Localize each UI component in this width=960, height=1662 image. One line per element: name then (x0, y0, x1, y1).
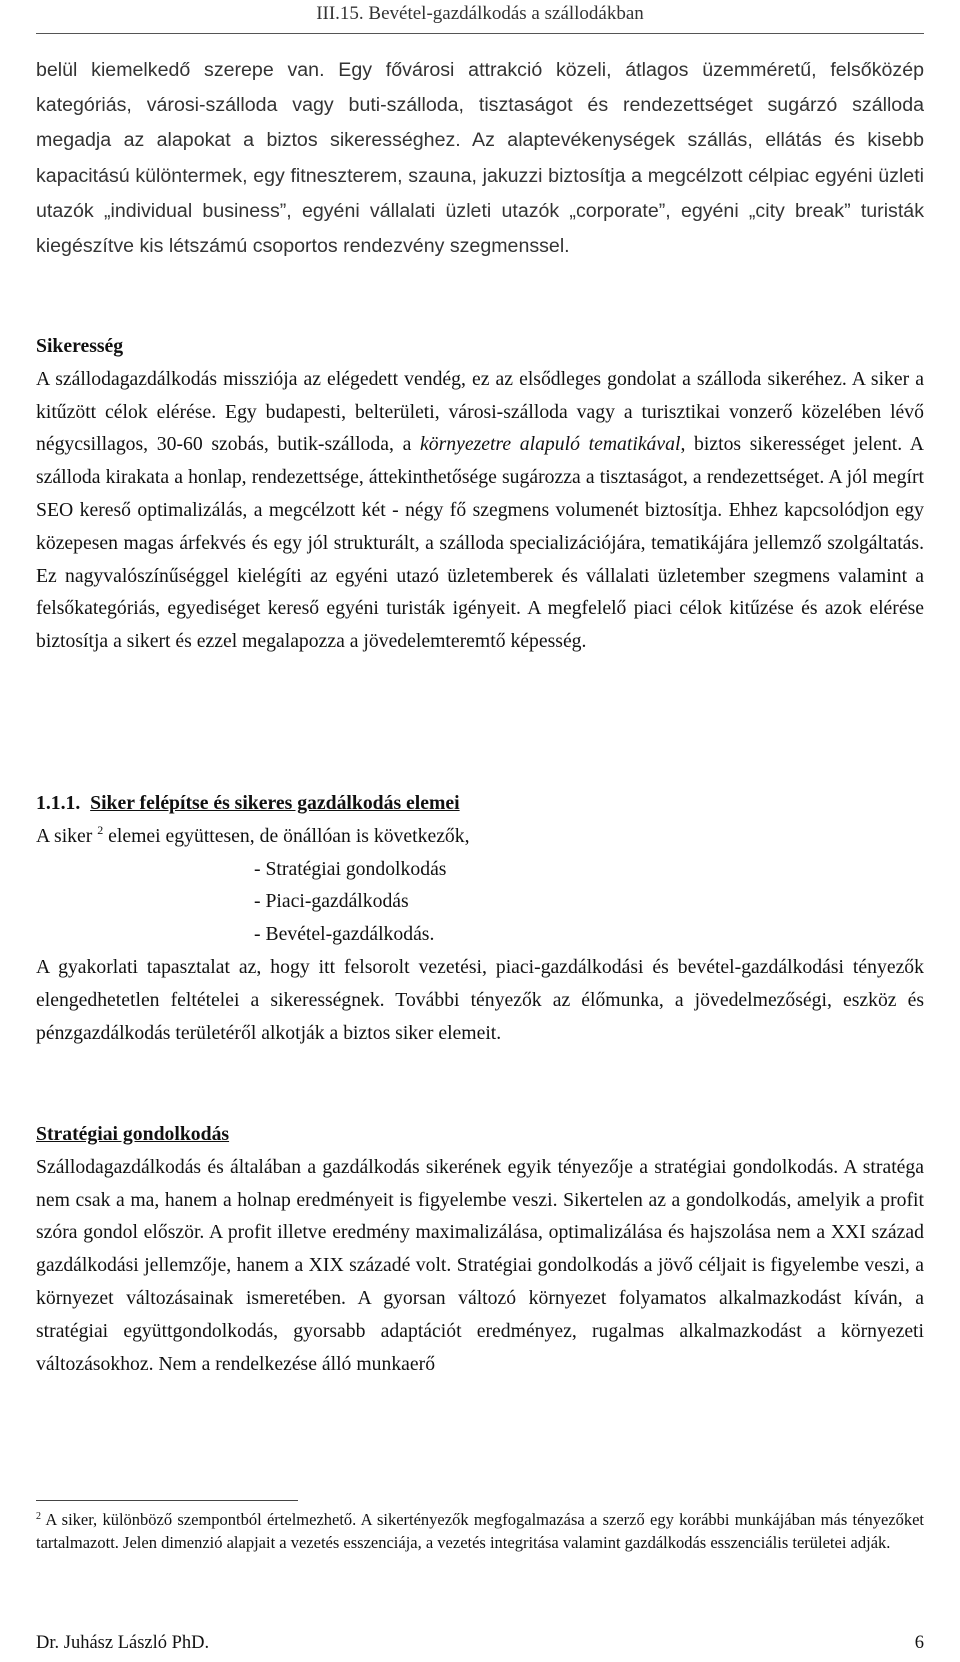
page-number: 6 (914, 1633, 924, 1653)
paragraph-sikeresseg (36, 363, 924, 658)
footnote-text: A siker, különböző szempontból értelmezhető. A sikertényezők megfogalmazása a szerző egy korábbi munkájában más tényezőket tartalmazott. Jelen dimenzió alapjait a vezetés esszenciája, a vezetés integritása valamint gazdálkodás esszenciális területei adják. (36, 1510, 924, 1552)
section-intro (36, 820, 924, 853)
intro-text-sans: belül kiemelkedő szerepe van. Egy fővárosi attrakció közeli, átlagos üzemméretű, felsőközép kategóriás, városi-szálloda vagy buti-szálloda, tisztaságot és rendezettséget sugárzó szálloda megadja az alapokat a biztos sikerességhez. (36, 59, 924, 152)
list-item: - Stratégiai gondolkodás (254, 857, 447, 880)
section-sikeresseg (36, 330, 924, 658)
section-number: 1.1.1. (36, 792, 81, 814)
list-item: - Piaci-gazdálkodás (254, 890, 409, 913)
section-intro-after: elemei együttesen, de önállóan is következők, (103, 824, 470, 847)
sikeresseg-italic: környezetre alapuló tematikával (420, 433, 681, 456)
section-1-1-1 (36, 787, 924, 1049)
page-footer (36, 1633, 924, 1654)
intro-paragraph (36, 53, 924, 264)
header-rule (36, 33, 924, 34)
footnote-ref[interactable]: 2 (97, 822, 104, 837)
heading-strategiai: Stratégiai gondolkodás (36, 1123, 230, 1145)
running-header: III.15. Bevétel-gazdálkodás a szállodákban (316, 3, 644, 24)
success-elements-list (36, 853, 924, 951)
list-item: - Bevétel-gazdálkodás. (254, 923, 435, 946)
paragraph-strategiai: Szállodagazdálkodás és általában a gazdálkodás sikerének egyik tényezője a stratégiai gondolkodás. A stratéga nem csak a ma, hanem a holnap eredményeit is figyelembe veszi. Sikertelen az a gondolkodás, amelyik a profit szóra gondol először. A profit illetve eredmény maximalizálása, optimalizálása és hajszolása nem a XXI század gazdálkodási jellemzője, hanem a XIX századé volt. Stratégiai gondolkodás a jövő céljait is figyelembe veszi, a környezet változásainak ismeretében. A gyorsan változó környezet folyamatos alkalmazkodást kíván, a stratégiai együttgondolkodás, gyorsabb adaptációt eredményez, rugalmas alkalmazkodást a környezeti változásokhoz. Nem a rendelkezése álló munkaerő (36, 1155, 924, 1375)
heading-sikeresseg: Sikeresség (36, 335, 124, 357)
intro-text-sans-2: Az alaptevékenységek szállás, ellátás és kisebb kapacitású különtermek, egy fitneszterem, szauna, jakuzzi biztosítja a megcélzott célpiac egyéni üzleti utazók „individual business”, egyéni vállalati üzleti utazók „corporate”, egyéni „city break” turisták kiegészítve kis létszámú csoportos rendezvény szegmenssel. (36, 129, 924, 258)
footnote (36, 1508, 924, 1554)
heading-1-1-1 (36, 787, 924, 820)
footer-author: Dr. Juhász László PhD. (36, 1633, 210, 1653)
sikeresseg-text-1: A szállodagazdálkodás missziója az elégedett vendég, ez az elsődleges gondolat a szálloda sikeréhez. A siker a kitűzött célok elérése. Egy budapesti, belterületi, városi-szálloda vagy a turisztikai vonzerő közelében lévő négycsillagos, 30-60 szobás, butik-szálloda, a (36, 367, 924, 456)
paragraph-1-1-1: A gyakorlati tapasztalat az, hogy itt felsorolt vezetési, piaci-gazdálkodási és bevétel-gazdálkodási tényezők elengedhetetlen feltételei a sikerességnek. További tényezők az élőmunka, a jövedelmezőségi, eszköz és pénzgazdálkodás területéről alkotják a biztos siker elemeit. (36, 955, 924, 1044)
section-heading: Siker felépítse és sikeres gazdálkodás elemei (90, 792, 460, 814)
section-strategiai (36, 1118, 924, 1380)
footnote-number: 2 (36, 1511, 41, 1522)
footnote-rule (36, 1500, 298, 1501)
section-intro-before: A siker (36, 824, 93, 847)
sikeresseg-text-2: , biztos sikerességet jelent. A szálloda kirakata a honlap, rendezettsége, áttekinthetősége sugározza a tisztaságot, a rendezettséget. A jól megírt SEO kereső optimalizálás, a megcélzott két - négy fő szegmens volumenét biztosítja. Ehhez kapcsolódjon egy közepesen magas árfekvés és egy jól strukturált, a szálloda specializációjára, tematikájára jellemző szolgáltatás. Ez nagyvalószínűséggel kielégíti az egyéni utazó üzletemberek és vállalati üzletember szegmens valamint a felsőkategóriás, egyediséget kereső egyéni turisták igényeit. A megfelelő piaci célok kitűzése és azok elérése biztosítja a sikert és ezzel megalapozza a jövedelemteremtő képesség. (36, 433, 924, 653)
